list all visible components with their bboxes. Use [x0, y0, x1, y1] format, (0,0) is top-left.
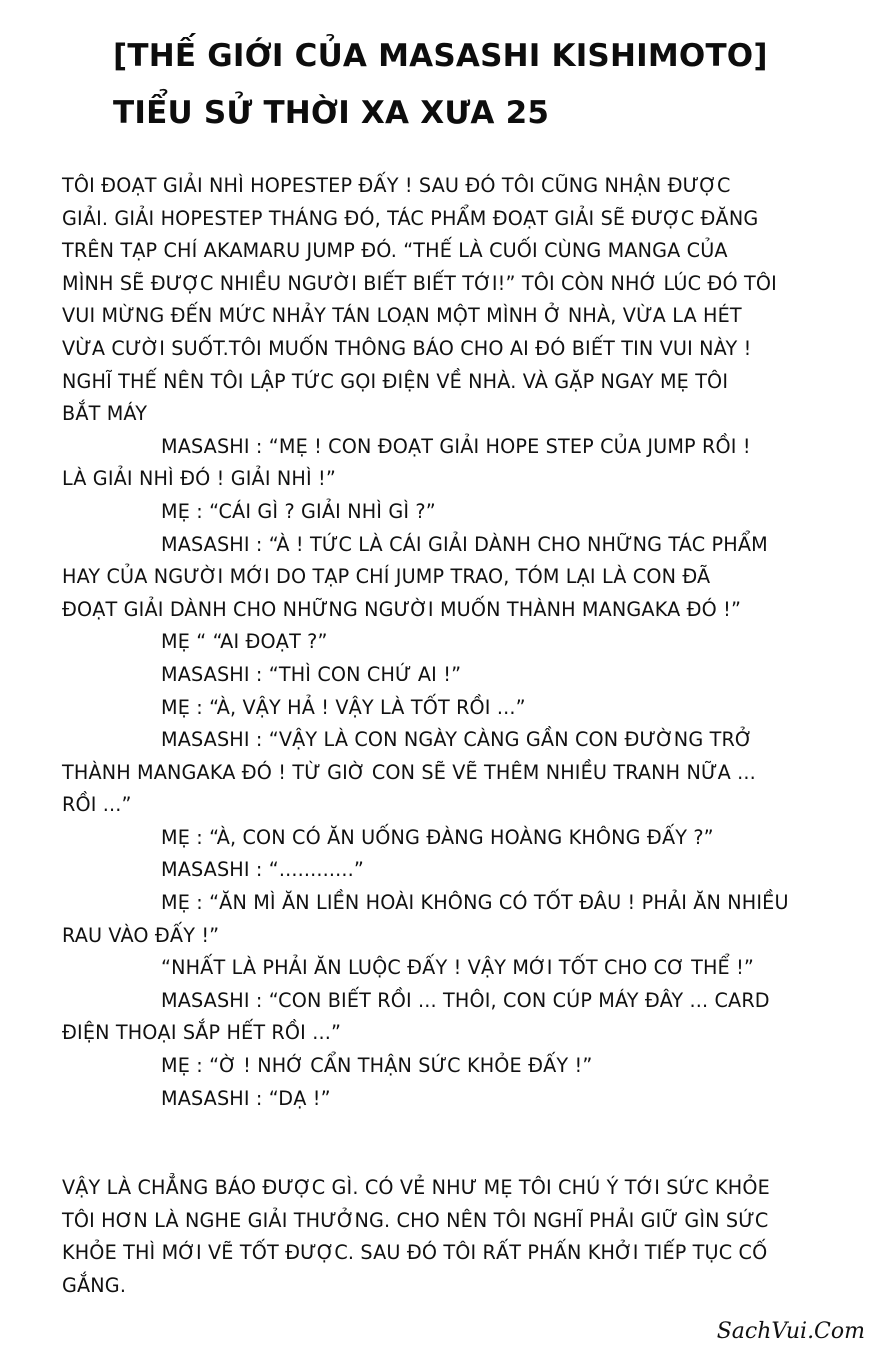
- body-line: TRÊN TẠP CHÍ AKAMARU JUMP ĐÓ. “THẾ LÀ CUỐI CÙNG MANGA CỦA: [62, 239, 728, 263]
- closing-line: GẮNG.: [62, 1273, 127, 1297]
- body-line: VỪA CƯỜI SUỐT.TÔI MUỐN THÔNG BÁO CHO AI ĐÓ BIẾT TIN VUI NÀY !: [62, 336, 752, 360]
- dialogue-line: MẸ “ “AI ĐOẠT ?”: [161, 630, 328, 654]
- body-line: TÔI ĐOẠT GIẢI NHÌ HOPESTEP ĐẤY ! SAU ĐÓ TÔI CŨNG NHẬN ĐƯỢC: [62, 174, 731, 197]
- dialogue-line: MASASHI : “DẠ !”: [161, 1086, 331, 1110]
- dialogue-line: ĐOẠT GIẢI DÀNH CHO NHỮNG NGƯỜI MUỐN THÀNH MANGAKA ĐÓ !”: [62, 597, 742, 621]
- dialogue-line: THÀNH MANGAKA ĐÓ ! TỪ GIỜ CON SẼ VẼ THÊM NHIỀU TRANH NỮA ...: [62, 760, 756, 784]
- dialogue-line: RAU VÀO ĐẤY !”: [62, 923, 220, 947]
- body-line: MÌNH SẼ ĐƯỢC NHIỀU NGƯỜI BIẾT BIẾT TỚI!” TÔI CÒN NHỚ LÚC ĐÓ TÔI: [62, 271, 777, 295]
- dialogue-line: HAY CỦA NGƯỜI MỚI DO TẠP CHÍ JUMP TRAO, TÓM LẠI LÀ CON ĐÃ: [62, 565, 711, 589]
- closing-line: KHỎE THÌ MỚI VẼ TỐT ĐƯỢC. SAU ĐÓ TÔI RẤT PHẤN KHỞI TIẾP TỤC CỐ: [62, 1241, 768, 1265]
- site-watermark: SachVui.Com: [716, 1319, 865, 1344]
- body-line: VUI MỪNG ĐẾN MỨC NHẢY TÁN LOẠN MỘT MÌNH Ở NHÀ, VỪA LA HÉT: [62, 304, 742, 328]
- dialogue-line: MASASHI : “CON BIẾT RỒI ... THÔI, CON CÚP MÁY ĐÂY ... CARD: [161, 988, 770, 1012]
- dialogue-line: RỒI ...”: [62, 793, 132, 817]
- dialogue-line: MASASHI : “VẬY LÀ CON NGÀY CÀNG GẦN CON ĐƯỜNG TRỞ: [161, 728, 753, 752]
- story-body: [62, 170, 837, 1115]
- page-title-line-1: [THẾ GIỚI CỦA MASASHI KISHIMOTO]: [113, 38, 768, 74]
- dialogue-line: MẸ : “Ờ ! NHỚ CẨN THẬN SỨC KHỎE ĐẤY !”: [161, 1054, 593, 1078]
- dialogue-line: MASASHI : “À ! TỨC LÀ CÁI GIẢI DÀNH CHO NHỮNG TÁC PHẨM: [161, 532, 768, 556]
- dialogue-line: MẸ : “À, CON CÓ ĂN UỐNG ĐÀNG HOÀNG KHÔNG ĐẤY ?”: [161, 825, 714, 849]
- dialogue-line: MẸ : “À, VẬY HẢ ! VẬY LÀ TỐT RỒI ...”: [161, 695, 526, 719]
- body-line: GIẢI. GIẢI HOPESTEP THÁNG ĐÓ, TÁC PHẨM ĐOẠT GIẢI SẼ ĐƯỢC ĐĂNG: [62, 206, 759, 230]
- dialogue-line: “NHẤT LÀ PHẢI ĂN LUỘC ĐẤY ! VẬY MỚI TỐT CHO CƠ THỂ !”: [161, 956, 755, 980]
- dialogue-line: MASASHI : “THÌ CON CHỨ AI !”: [161, 662, 462, 686]
- dialogue-line: MẸ : “CÁI GÌ ? GIẢI NHÌ GÌ ?”: [161, 499, 436, 523]
- closing-line: VẬY LÀ CHẲNG BÁO ĐƯỢC GÌ. CÓ VẺ NHƯ MẸ TÔI CHÚ Ý TỚI SỨC KHỎE: [62, 1176, 770, 1199]
- closing-paragraph: [62, 1172, 837, 1302]
- closing-line: TÔI HƠN LÀ NGHE GIẢI THƯỞNG. CHO NÊN TÔI NGHĨ PHẢI GIỮ GÌN SỨC: [62, 1208, 769, 1232]
- dialogue-line: LÀ GIẢI NHÌ ĐÓ ! GIẢI NHÌ !”: [62, 467, 336, 491]
- body-line: BẮT MÁY: [62, 402, 148, 426]
- dialogue-line: MẸ : “ĂN MÌ ĂN LIỀN HOÀI KHÔNG CÓ TỐT ĐÂU ! PHẢI ĂN NHIỀU: [161, 891, 789, 915]
- body-line: NGHĨ THẾ NÊN TÔI LẬP TỨC GỌI ĐIỆN VỀ NHÀ. VÀ GẶP NGAY MẸ TÔI: [62, 369, 729, 393]
- dialogue-line: MASASHI : “............”: [161, 858, 364, 882]
- dialogue-line: ĐIỆN THOẠI SẮP HẾT RỒI ...”: [62, 1021, 342, 1045]
- dialogue-line: MASASHI : “MẸ ! CON ĐOẠT GIẢI HOPE STEP CỦA JUMP RỒI !: [161, 434, 751, 458]
- page-title-line-2: TIỂU SỬ THỜI XA XƯA 25: [113, 95, 550, 131]
